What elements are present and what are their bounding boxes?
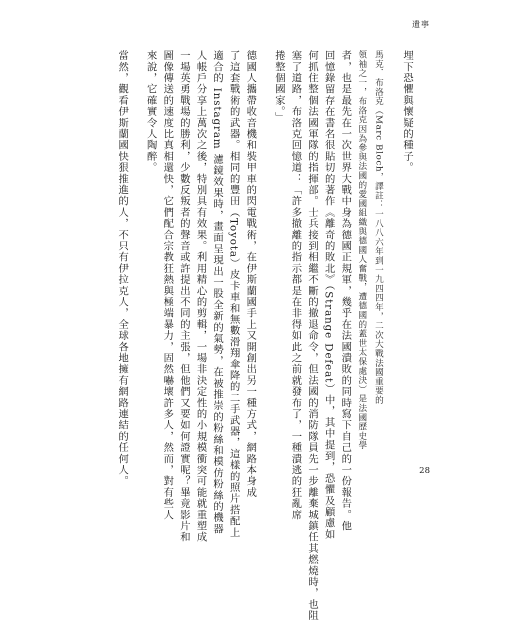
text-line: 圖像傳送的速度比真相還快，它們配合宗教狂熱與極端暴力，固然嚇壞許多人，然而，對有些人 bbox=[161, 50, 174, 521]
running-head: 遺寧 bbox=[412, 20, 430, 29]
vertical-text-block bbox=[72, 50, 413, 621]
text-line: 捲整個國家。」 bbox=[272, 50, 285, 124]
paragraph-gap bbox=[133, 50, 139, 448]
text-line: 一場英勇戰場的勝利，少數反叛者的聲音或許提出不同的主張，但他們又要如何證實呢？畢竟影片和 bbox=[177, 50, 190, 543]
text-line: 何抓住整個法國軍隊的指揮部。士兵接到相繼不斷的撤退命令，但法國的消防隊員先一步離棄城鎮任其燃燒時，也阻 bbox=[306, 50, 319, 621]
text-line: 人帳戶分享上萬次之後，特別具有效果。利用精心的剪輯，一場非決定性的小規模衝突可能就重塑成 bbox=[194, 50, 207, 543]
paragraph-gap bbox=[389, 50, 395, 448]
text-line: 回憶錄留存在書名很貼切的著作《離奇的敗北》（Strange Defeat）中，其中提到，恐懼及顧慮如 bbox=[322, 50, 335, 541]
text-line: 埋下恐懼與懷疑的種子。 bbox=[401, 50, 413, 174]
paragraph-gap bbox=[261, 50, 267, 448]
text-line: 德國人攜帶收音機和裝甲車的閃電戰術，在伊斯蘭國手上又開創出另一種方式，網路本身成 bbox=[244, 50, 257, 498]
translator-note-line: 領袖之一，布洛克因為參與法國的愛國組織與德國人奮戰，遭德國的蓋世太保處決）是法國歷史學 bbox=[356, 50, 367, 450]
translator-note-line: 馬克．布洛克（Marc Bloch，譯註：一八八六年到一九四四年，二次大戰法國重要的 bbox=[373, 50, 384, 405]
page-number: 28 bbox=[419, 466, 430, 476]
text-line: 塞了道路，布洛克回憶道：「許多撤離的指示都是在非得如此之前就發布了，一種潰逃的狂亂席 bbox=[289, 50, 302, 521]
text-line: 當然，觀看伊斯蘭國快狠推進的人，不只有伊拉克人，全球各地擁有網路連結的任何人。 bbox=[116, 50, 129, 487]
text-line: 適合的 Instagram 濾鏡效果時，畫面呈現出一股全新的氣勢，在被推崇的粉絲和模仿粉絲的機器 bbox=[211, 50, 224, 535]
text-line: 來說，它確實令人陶醉。 bbox=[144, 50, 157, 174]
text-line: 了這套戰術的武器。相同的豐田（Toyota）皮卡車和無數滑翔傘降的二手武器，這樣的照片搭配上 bbox=[227, 50, 240, 538]
text-line: 者，也是最先在一次世界大戰中身為德國正規軍，幾乎在法國潰敗的同時寫下自己的一份報告。他 bbox=[339, 50, 352, 532]
